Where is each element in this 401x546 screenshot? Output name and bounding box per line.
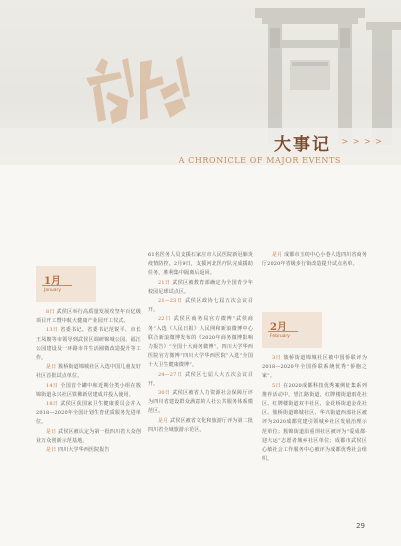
month-cn: 1月 [44, 276, 61, 287]
event-entry: 30日 武侯区被省人力资源社会保障厅评为四川省建设群众满意的人社公共服务体系模范区。 [148, 390, 253, 415]
column-1 [36, 308, 141, 455]
column-2 [148, 251, 253, 435]
event-entry: 61名医务人员支援石家庄市人民医院新冠肺炎疫情防控。2月9日，支援河北医疗队完成援助任务，胜利集中隔离后返回。 [148, 252, 253, 277]
event-entry: 22日 武侯区商务局官方微博“武侯商务”入选《人民日报》人民网和新浪微博中心联合新浪微博发布的《2020年商务微博影响力报告》“全国十大商务微博”，四川大学华西医院官方微博“四川大学华西医院”入选“全国十大卫生健康微博”。 [148, 316, 253, 369]
title-arrows-decoration: > > > > [341, 137, 383, 146]
event-entry: 13日 省委书记、省委书记范锐平、市长王凤朝等市领导到武侯区调研锦城公园、福江公园建设及一环路市井生活圈微改造提升等工作。 [36, 327, 141, 362]
event-entry: 3日 簇桥街道锦城社区被中国侨联评为2018—2020年全国侨联系统优秀“侨胞之家”。 [262, 355, 367, 380]
event-entry: 5日 在2020成都科技优秀案例征集系列推荐活动中，望江路街道、红牌楼街道雨花社区、红牌楼街道双丰社区、金花桥街道金花社区、簇桥街道锦城社区、华兴街道西部社区被评为2020成都党建引领城乡社区发展治理示范单位；簇锦街道沿重坝社区被评为“爱成都·迎大运”志愿者城乡社区单位；成都市武侯区心敏社会工作服务中心被评为成都优秀社会组织。 [262, 382, 367, 463]
event-entry: 是日 簇桥街道锦城社区入选中国儿童友好社区首批试点单位。 [36, 364, 141, 380]
event-entry: 14日 全国首个罐中和近期分类小组在簇锦街道永兴社区铁佛新居建成并投入使用。 [36, 382, 141, 398]
event-entry: 24—27日 武侯区七届人大五次会议召开。 [148, 371, 254, 387]
column-3-bottom [262, 354, 367, 464]
page-subtitle: A CHRONICLE OF MAJOR EVENTS [178, 156, 341, 165]
event-entry: 是月 成都市玉纺中心小巷人选四川省商务厅2020年省级步行街改造提升试点名单。 [262, 252, 367, 268]
month-cn: 2月 [270, 322, 287, 333]
month-divider [268, 331, 298, 332]
column-3-top [262, 251, 367, 269]
event-entry: 8日 武侯区举行高质量发展攻坚年百亿级项目开工暨中航大健康产业园开工仪式。 [36, 309, 141, 325]
event-entry: 是日 四川大学华西医院报告 [46, 447, 110, 454]
month-en: February [270, 334, 290, 339]
page-title: 大事记 [274, 135, 331, 155]
month-label-february [262, 312, 322, 348]
event-entry: 是日 武侯区被认定为第一批四川省大众创业万众创新示范基地。 [36, 428, 141, 444]
month-en: January [44, 288, 62, 293]
month-divider [42, 285, 72, 286]
month-label-january [36, 266, 96, 302]
event-entry: 21日 武侯区被教育部确定为全国青少年校园足球试点区。 [148, 279, 253, 295]
event-entry: 21—23日 武侯区政协七届五次会议召开。 [148, 298, 254, 314]
event-entry: 是月 武侯区被省文化和旅游厅评为第二批四川省全域旅游示范区。 [148, 417, 253, 433]
event-entry: 18日 武侯区获国家卫生健康委员会并入2018—2020年全国计划生育优质服务先进单位。 [36, 401, 141, 426]
page-number: 29 [356, 522, 365, 530]
